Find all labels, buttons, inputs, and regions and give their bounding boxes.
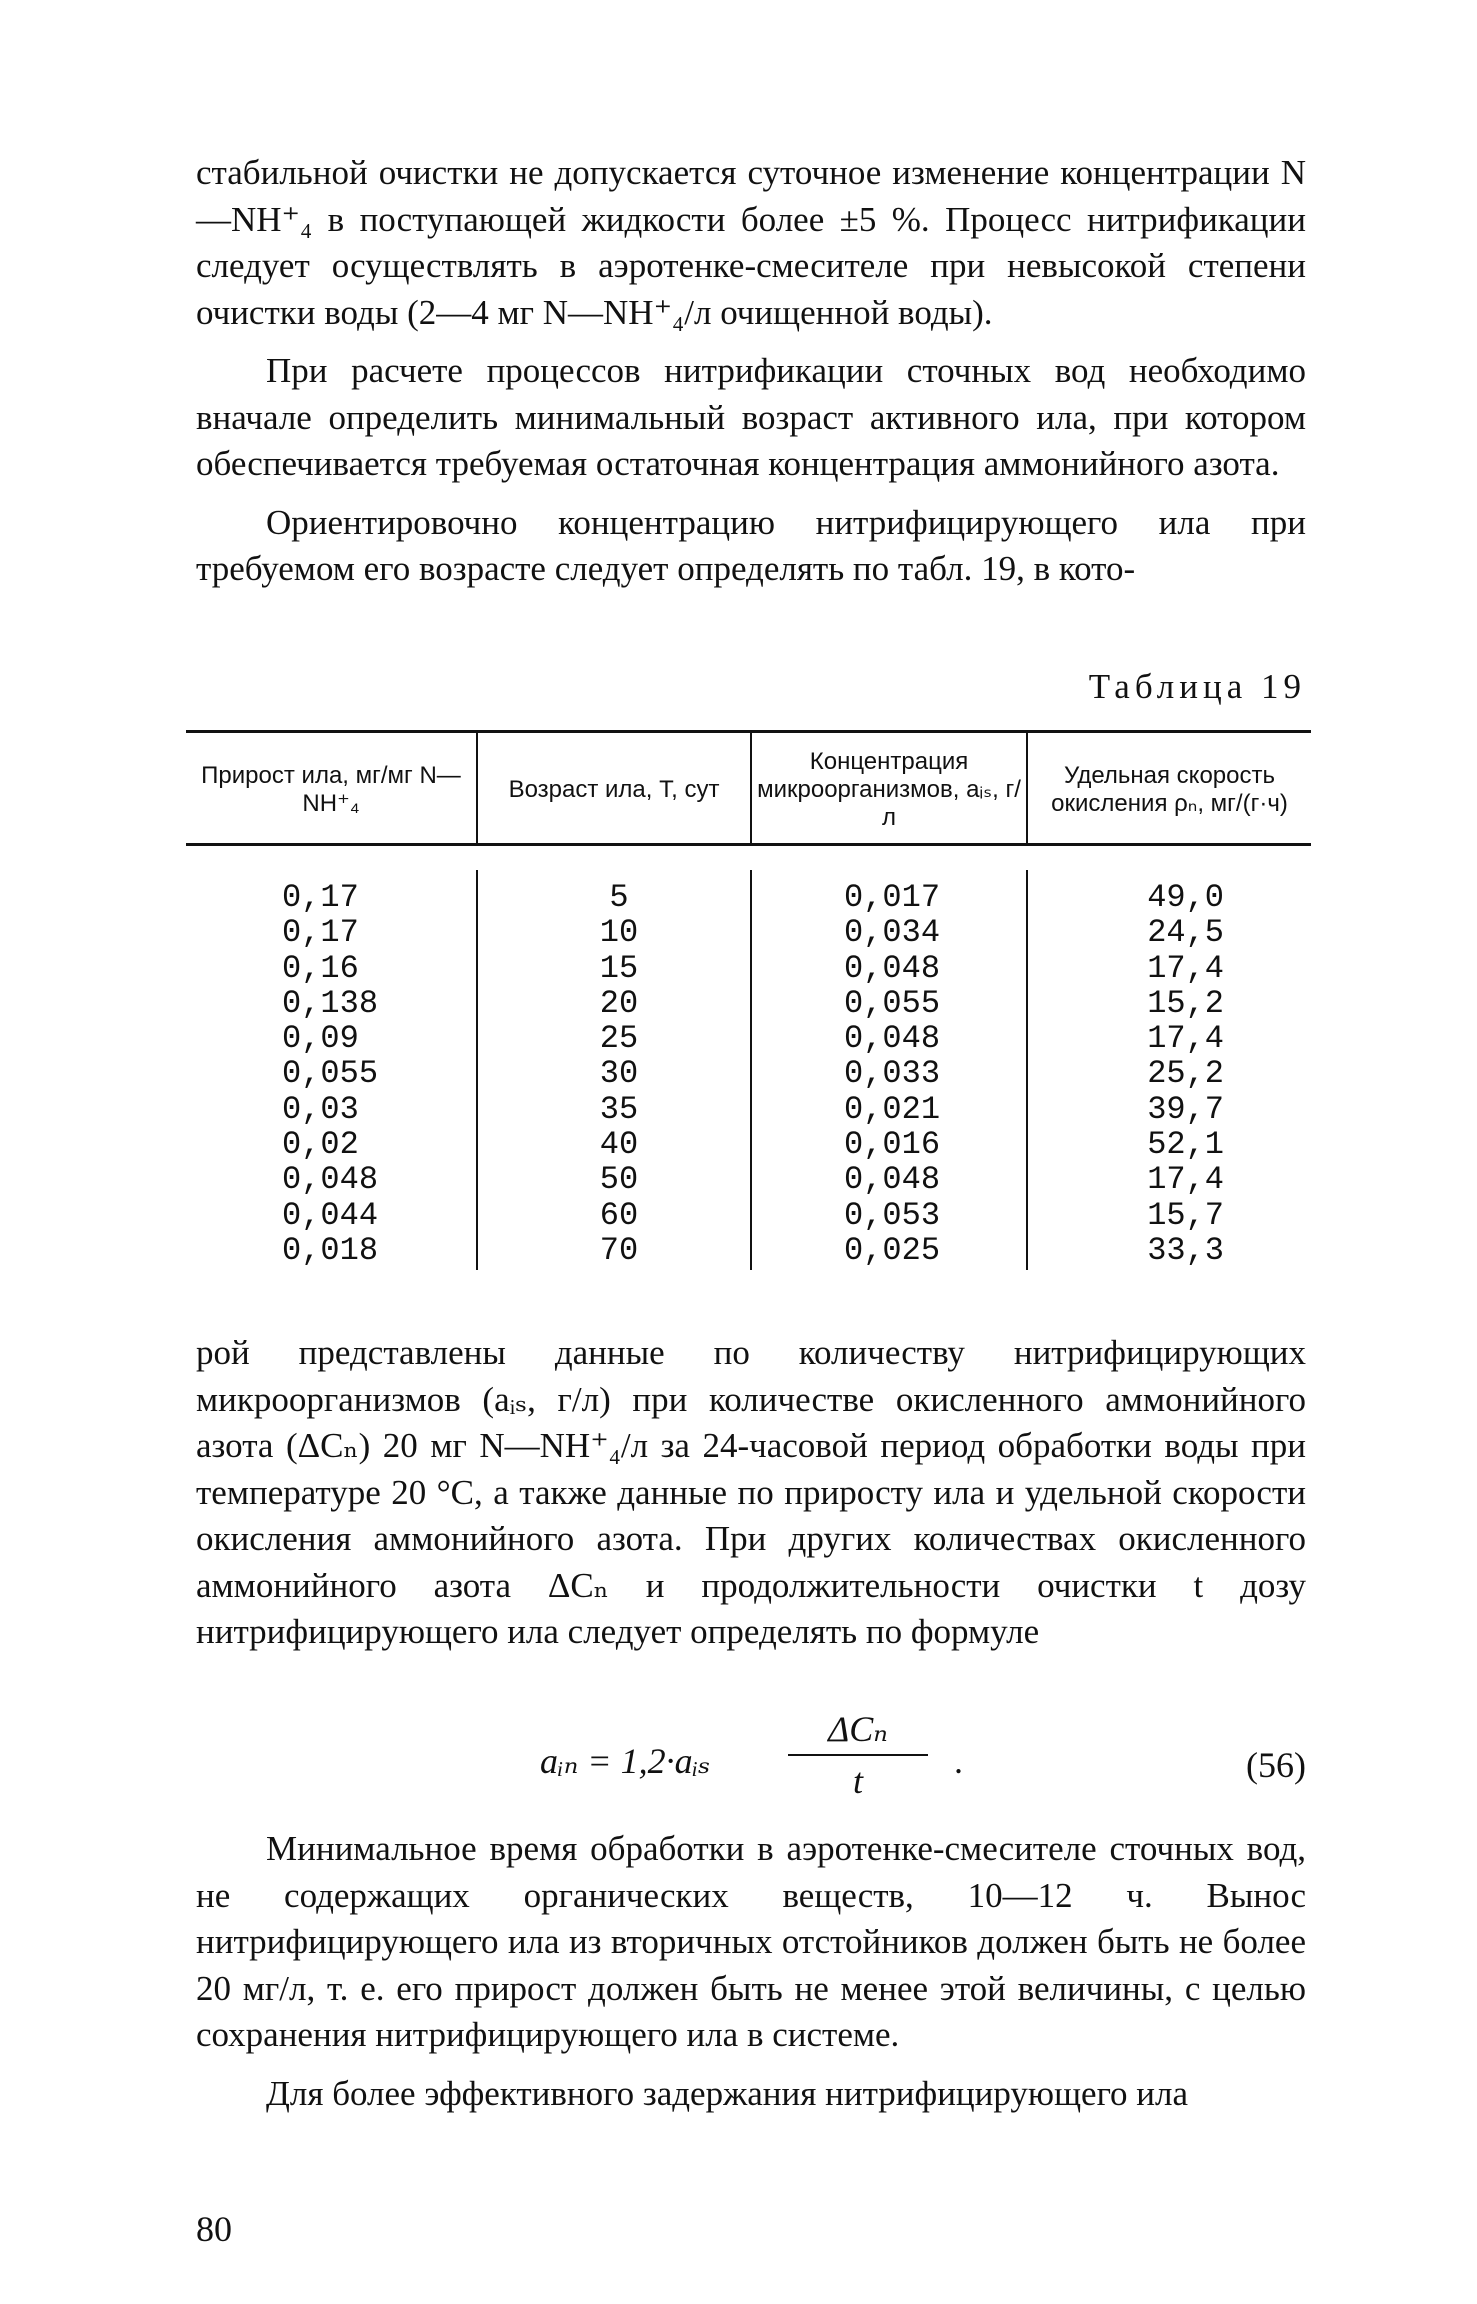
table-cell: 0,034 <box>844 914 941 952</box>
formula-trailing: . <box>954 1741 963 1781</box>
column-oxidation-rate <box>1124 880 1224 1268</box>
table-cell: 0,017 <box>844 879 941 916</box>
table-cell: 17,4 <box>1147 1020 1224 1058</box>
table-cell: 25,2 <box>1147 1055 1224 1093</box>
table-cell: 5 <box>609 879 629 916</box>
table-cell: 0,055 <box>844 984 941 1022</box>
table-cell: 70 <box>599 1231 639 1269</box>
table-cell: 0,138 <box>282 984 379 1022</box>
table-cell: 0,048 <box>844 949 941 987</box>
formula-56 <box>540 1708 1306 1818</box>
table-cell: 10 <box>599 914 639 952</box>
table-cell: 0,053 <box>844 1196 941 1234</box>
table-cell: 24,5 <box>1147 914 1224 952</box>
table-cell: 0,16 <box>282 949 359 987</box>
column-divider <box>1026 870 1028 1270</box>
table-cell: 0,048 <box>282 1161 379 1199</box>
paragraph-1: стабильной очистки не допускается суточное изменение концентрации N—NH⁺₄ в поступающей жидкости более ±5 %. Процесс нитрификации следует осуществлять в аэротенке-смесителе при невысокой степени очистки воды (2—4 мг N—NH⁺₄/л очищенной воды). <box>196 153 1306 332</box>
table-cell: 52,1 <box>1147 1126 1224 1164</box>
table-cell: 0,025 <box>844 1231 941 1269</box>
paragraph-5: Минимальное время обработки в аэротенке-смесителе сточных вод, не содержащих органических веществ, 10—12 ч. Вынос нитрифицирующего ила из вторичных отстойников должен быть не более 20 мг/л, т. е. его прирост должен быть не менее этой величины, с целью сохранения нитрифицирующего ила в системе. <box>196 1829 1306 2054</box>
table-cell: 49,0 <box>1147 879 1224 916</box>
table-cell: 30 <box>599 1055 639 1093</box>
fraction-bar <box>788 1754 928 1756</box>
table-cell: 0,03 <box>282 1090 359 1128</box>
table-cell: 17,4 <box>1147 949 1224 987</box>
table-cell: 60 <box>599 1196 639 1234</box>
table-top-rule <box>186 730 1311 733</box>
table-cell: 0,09 <box>282 1020 359 1058</box>
table-cell: 0,02 <box>282 1126 359 1164</box>
middle-text <box>196 1330 1306 1668</box>
table-cell: 0,016 <box>844 1126 941 1164</box>
table-cell: 39,7 <box>1147 1090 1224 1128</box>
table-header-rule <box>186 843 1311 846</box>
table-cell: 0,17 <box>282 914 359 952</box>
table-cell: 0,021 <box>844 1090 941 1128</box>
table-cell: 15 <box>599 949 639 987</box>
page-number: 80 <box>196 2209 232 2249</box>
table-cell: 20 <box>599 984 639 1022</box>
formula-lhs: aᵢₙ = 1,2·aᵢₛ <box>540 1741 711 1781</box>
table-cell: 0,048 <box>844 1020 941 1058</box>
table-cell: 15,2 <box>1147 984 1224 1022</box>
table-cell: 25 <box>599 1020 639 1058</box>
paragraph-4: рой представлены данные по количеству нитрифицирующих микроорганизмов (aᵢₛ, г/л) при количестве окисленного аммонийного азота (ΔCₙ) 20 мг N—NH⁺₄/л за 24-часовой период обработки воды при температуре 20 °С, а также данные по приросту ила и удельной скорости окисления аммонийного азота. При других количествах окисленного аммонийного азота ΔCₙ и продолжительности очистки t дозу нитрифицирующего ила следует определять по формуле <box>196 1333 1306 1651</box>
column-age <box>574 880 664 1268</box>
table-cell: 17,4 <box>1147 1161 1224 1199</box>
table-cell: 35 <box>599 1090 639 1128</box>
paragraph-2: При расчете процессов нитрификации сточных вод необходимо вначале определить минимальный возраст активного ила, при котором обеспечивается требуемая остаточная концентрация аммонийного азота. <box>196 351 1306 483</box>
top-text <box>196 150 1306 605</box>
paragraph-6: Для более эффективного задержания нитрифицирующего ила <box>266 2073 1189 2113</box>
table-cell: 0,018 <box>282 1231 379 1269</box>
header-growth: Прирост ила, мг/мг N—NH⁺₄ <box>201 762 461 817</box>
paragraph-3: Ориентировочно концентрацию нитрифицирующего ила при требуемом его возрасте следует определять по табл. 19, в кото- <box>196 502 1306 588</box>
formula-denominator: t <box>852 1761 863 1801</box>
table-cell: 0,17 <box>282 879 359 916</box>
column-divider <box>476 870 478 1270</box>
column-divider <box>750 870 752 1270</box>
header-oxidation-rate: Удельная скорость окисления ρₙ, мг/(г·ч) <box>1051 762 1288 817</box>
column-growth <box>282 880 378 1268</box>
equation-number: (56) <box>1246 1745 1306 1785</box>
table-cell: 0,044 <box>282 1196 379 1234</box>
table-cell: 33,3 <box>1147 1231 1224 1269</box>
table-caption: Таблица 19 <box>1088 667 1306 706</box>
bottom-text <box>196 1826 1306 2129</box>
header-age: Возраст ила, T, сут <box>508 776 720 803</box>
formula-fraction <box>788 1708 928 1802</box>
table-cell: 0,033 <box>844 1055 941 1093</box>
table-cell: 0,055 <box>282 1055 379 1093</box>
table-cell: 15,7 <box>1147 1196 1224 1234</box>
table-cell: 0,048 <box>844 1161 941 1199</box>
table-cell: 40 <box>599 1126 639 1164</box>
table-cell: 50 <box>599 1161 639 1199</box>
header-concentration: Концентрация микроорганизмов, aᵢₛ, г/л <box>757 748 1021 831</box>
column-concentration <box>844 880 940 1268</box>
formula-numerator: ΔCₙ <box>828 1709 888 1749</box>
